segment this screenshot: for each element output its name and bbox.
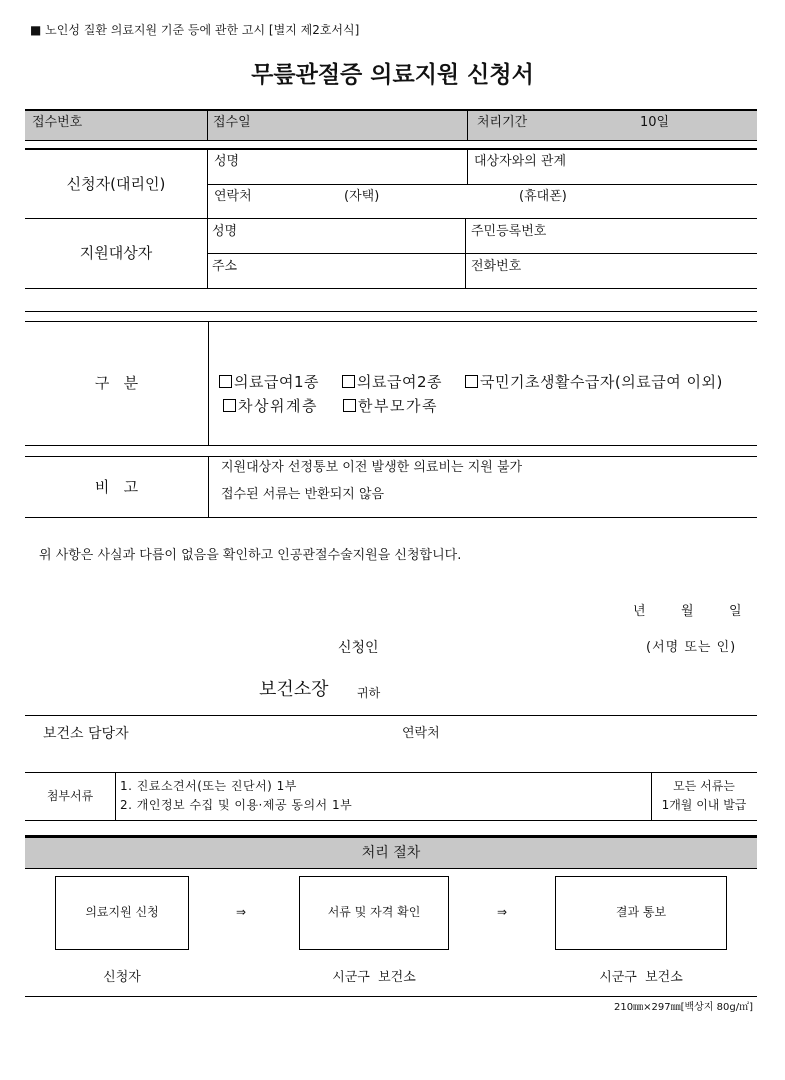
attachments-note: 모든 서류는 [673, 779, 735, 793]
applicant-relation-field[interactable] [580, 152, 750, 180]
remarks-label: 비 고 [94, 478, 139, 496]
target-name-field[interactable] [250, 221, 460, 249]
date-year-label: 년 [633, 604, 646, 619]
category-option[interactable]: 국민기초생활수급자(의료급여 이외) [465, 375, 723, 390]
category-option[interactable]: 한부모가족 [343, 399, 438, 414]
target-address-field[interactable] [250, 256, 460, 284]
target-section-label: 지원대상자 [79, 244, 153, 262]
procedure-step-label: 서류 및 자격 확인 [327, 905, 421, 919]
row-line [207, 184, 757, 185]
applicant-relation-label: 대상자와의 관계 [474, 154, 567, 169]
section-bottom-border [25, 445, 757, 446]
section-top-border [25, 456, 757, 457]
staff-name-field[interactable] [150, 721, 380, 747]
addressee-title: 보건소장 [259, 679, 329, 700]
checkbox-icon[interactable] [343, 399, 356, 412]
label-column-divider [207, 150, 208, 288]
receipt-number-label: 접수번호 [32, 115, 83, 130]
applicant-contact-label: 연락처 [214, 189, 252, 204]
procedure-step-label: 의료지원 신청 [85, 905, 159, 919]
procedure-actor: 시군구 보건소 [332, 970, 416, 985]
category-option[interactable]: 차상위계층 [223, 399, 318, 414]
procedure-actor: 시군구 보건소 [599, 970, 683, 985]
receipt-bottom-border [25, 140, 757, 141]
declaration-text: 위 사항은 사실과 다름이 없음을 확인하고 인공관절수술지원을 신청합니다. [39, 548, 462, 563]
applicant-name-field[interactable] [250, 152, 460, 180]
attachments-top-border [25, 772, 757, 773]
date-month-label: 월 [681, 604, 694, 619]
target-rrn-label: 주민등록번호 [471, 224, 547, 239]
remarks-line: 접수된 서류는 반환되지 않음 [221, 487, 385, 502]
label-column-divider [208, 457, 209, 517]
staff-label: 보건소 담당자 [43, 726, 129, 742]
receipt-divider [207, 110, 208, 140]
target-rrn-field[interactable] [560, 221, 750, 249]
arrow-right-icon: ⇒ [497, 905, 508, 919]
attachments-bottom-border [25, 820, 757, 821]
row-line [207, 253, 757, 254]
form-reference-note: ■ 노인성 질환 의료지원 기준 등에 관한 고시 [별지 제2호서식] [30, 23, 360, 37]
row-line [25, 218, 757, 219]
paper-spec: 210㎜×297㎜[백상지 80g/㎡] [614, 1002, 753, 1013]
form-title: 무릎관절증 의료지원 신청서 [251, 62, 534, 88]
applicant-mobile-field[interactable] [575, 187, 750, 215]
attachments-note: 1개월 이내 발급 [661, 798, 747, 812]
remarks-line: 지원대상자 선정통보 이전 발생한 의료비는 지원 불가 [221, 460, 523, 475]
processing-period-label: 처리기간 [477, 115, 528, 130]
checkbox-icon[interactable] [465, 375, 478, 388]
receipt-date-label: 접수일 [213, 115, 251, 130]
attachments-divider [115, 773, 116, 820]
processing-period-value: 10일 [640, 115, 670, 130]
category-option[interactable]: 의료급여2종 [342, 375, 442, 390]
target-name-label: 성명 [212, 224, 238, 239]
applicant-name-label: 성명 [214, 154, 240, 169]
category-label: 구 분 [94, 374, 139, 392]
attachment-item: 1. 진료소견서(또는 진단서) 1부 [120, 779, 297, 793]
attachments-label: 첨부서류 [46, 789, 94, 803]
column-divider [467, 150, 468, 184]
target-address-label: 주소 [212, 259, 238, 274]
section-separator [25, 321, 757, 322]
procedure-actor: 신청자 [103, 970, 141, 985]
section-top-border [25, 148, 757, 150]
row-line [25, 288, 757, 289]
applicant-section-label: 신청자(대리인) [66, 175, 166, 193]
checkbox-icon[interactable] [219, 375, 232, 388]
arrow-right-icon: ⇒ [236, 905, 247, 919]
addressee-suffix: 귀하 [357, 686, 381, 700]
staff-contact-field[interactable] [450, 721, 750, 747]
category-option[interactable]: 의료급여1종 [219, 375, 319, 390]
applicant-home-phone-label: (자택) [344, 189, 380, 204]
procedure-header-border [25, 868, 757, 869]
column-divider [465, 218, 466, 288]
receipt-top-border [25, 109, 757, 111]
procedure-step-label: 결과 통보 [615, 905, 667, 919]
target-phone-label: 전화번호 [471, 259, 522, 274]
checkbox-icon[interactable] [342, 375, 355, 388]
applicant-home-phone-field[interactable] [390, 187, 510, 215]
label-column-divider [208, 322, 209, 445]
applicant-sign-label: 신청인 [338, 640, 379, 656]
receipt-divider [467, 110, 468, 140]
section-separator [25, 311, 757, 312]
checkbox-icon[interactable] [223, 399, 236, 412]
applicant-sign-field[interactable] [400, 636, 630, 660]
attachment-item: 2. 개인정보 수집 및 이용·제공 동의서 1부 [120, 798, 353, 812]
section-bottom-border [25, 517, 757, 518]
staff-contact-label: 연락처 [402, 726, 440, 741]
procedure-title: 처리 절차 [361, 845, 421, 861]
applicant-mobile-label: (휴대폰) [519, 189, 567, 204]
target-phone-field[interactable] [540, 256, 750, 284]
date-day-label: 일 [729, 604, 742, 619]
procedure-bottom-border [25, 996, 757, 997]
staff-row-top-border [25, 715, 757, 716]
signature-label: (서명 또는 인) [646, 640, 737, 655]
